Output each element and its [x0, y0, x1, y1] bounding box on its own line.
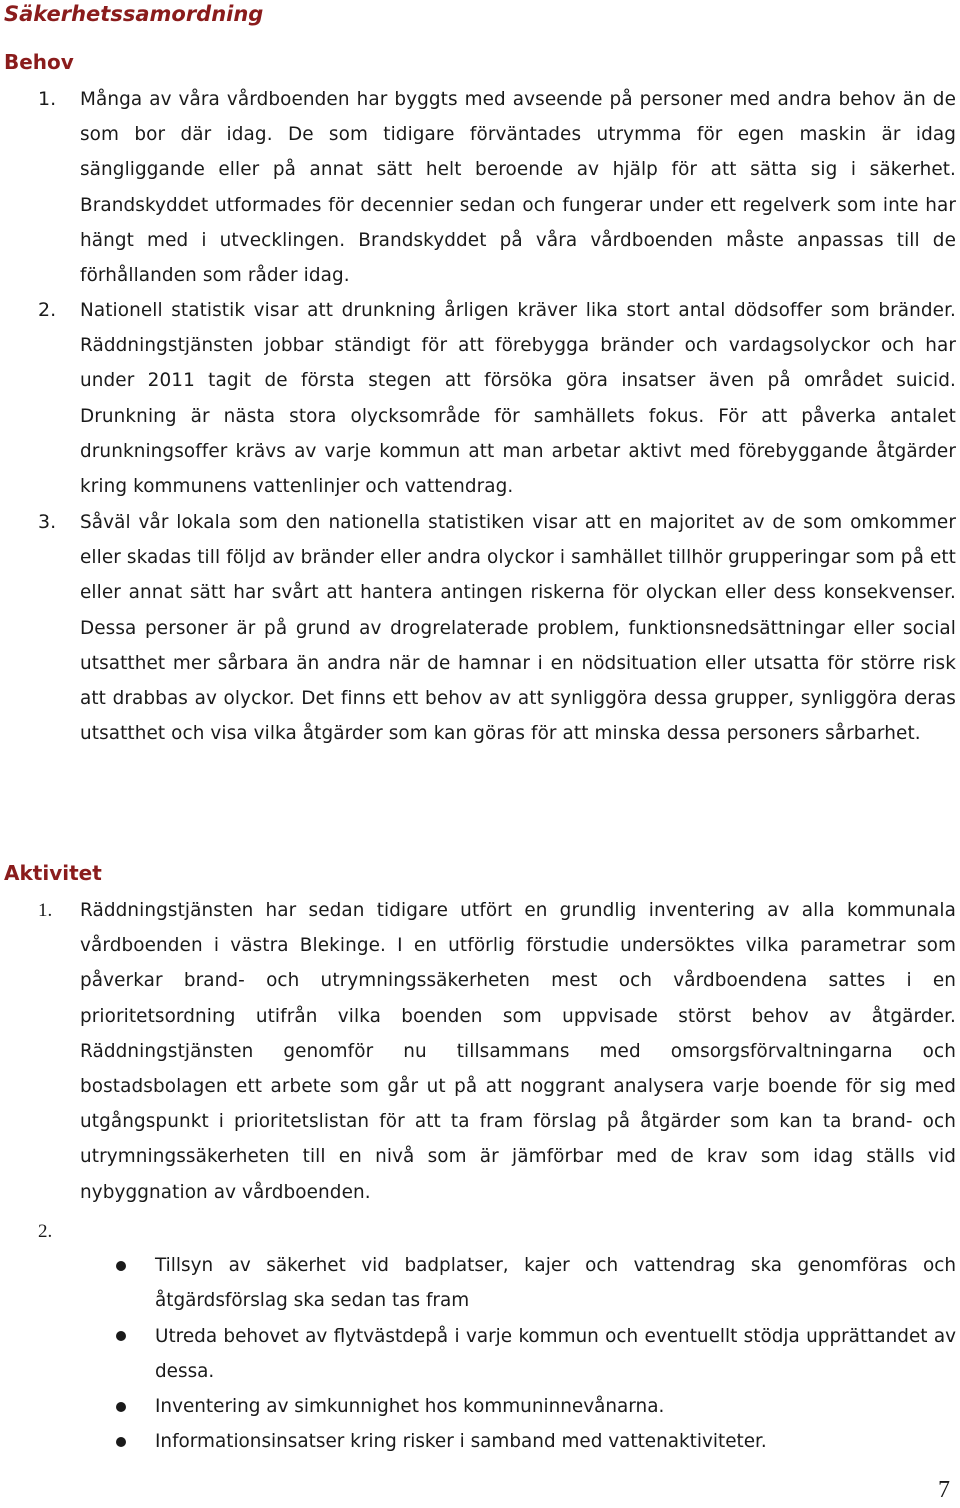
bullet-dot-2 — [116, 1331, 126, 1341]
aktivitet-item-2-number: 2. — [38, 1221, 53, 1242]
behov-item-1-text: Många av våra vårdboenden har byggts med avseende på personer med andra behov än de som bor där idag. De som tidigare förväntades utrymma för egen maskin är idag sängliggande eller på annat sätt helt beroende av hjälp för att sätta sig i säkerhet. Brandskyddet utformades för decennier sedan och fungerar under ett regelverk som inte har hängt med i utvecklingen. Brandskyddet på våra vårdboenden måste anpassas till de förhållanden som råder idag. — [80, 89, 956, 287]
aktivitet-item-1-text: Räddningstjänsten har sedan tidigare utfört en grundlig inventering av alla kommunala vårdboenden i västra Blekinge. I en utförlig förstudie undersöktes vilka parametrar som påverkar brand- och utrymningssäkerheten mest och vårdboendena sattes i en prioritetsordning utifrån vilka boenden som uppvisade störst behov av åtgärder. Räddningstjänsten genomför nu tillsammans med omsorgsförvaltningarna och bostadsbolagen ett arbete som går ut på att noggrant analysera varje boende för sig med utgångspunkt i prioritetslistan för att ta fram förslag på åtgärder som kan ta brand- och utrymningssäkerheten till en nivå som är jämförbar med de krav som idag ställs vid nybyggnation av vårdboenden. — [80, 900, 956, 1203]
page-number: 7 — [938, 1477, 950, 1503]
behov-item-3-number: 3. — [38, 511, 57, 533]
bullet-dot-3 — [116, 1402, 126, 1412]
behov-item-2-text: Nationell statistik visar att drunkning årligen kräver lika stort antal dödsoffer som bränder. Räddningstjänsten jobbar ständigt för att förebygga bränder och vardagsolyckor och har under 2011 tagit de första stegen att försöka göra insatser även på området suicid. Drunkning är nästa stora olycksområde för samhällets fokus. För att påverka antalet drunkningsoffer krävs av varje kommun att man arbetar aktivt med förebyggande åtgärder kring kommunens vattenlinjer och vattendrag. — [80, 300, 956, 498]
bullet-dot-4 — [116, 1437, 126, 1447]
behov-item-2-number: 2. — [38, 299, 57, 321]
bullet-item-2: Utreda behovet av flytvästdepå i varje kommun och eventuellt stödja upprättandet av dessa. — [155, 1326, 956, 1383]
aktivitet-item-1-number: 1. — [38, 900, 53, 921]
section-heading-aktivitet: Aktivitet — [4, 861, 102, 885]
bullet-item-4: Informationsinsatser kring risker i samband med vattenaktiviteter. — [155, 1431, 767, 1452]
behov-item-3-text: Såväl vår lokala som den nationella statistiken visar att en majoritet av de som omkommer eller skadas till följd av bränder eller andra olyckor i samhället tillhör grupperingar som på ett eller annat sätt har svårt att hantera antingen riskerna för olyckan eller dess konsekvenser. Dessa personer är på grund av drogrelaterade problem, funktionsnedsättningar eller social utsatthet mer sårbara än andra när de hamnar i en nödsituation eller utsatta för större risk att drabbas av olyckor. Det finns ett behov av att synliggöra dessa grupper, synliggöra deras utsatthet och visa vilka åtgärder som kan göras för att minska dessa personers sårbarhet. — [80, 512, 956, 745]
behov-item-1-number: 1. — [38, 88, 57, 110]
section-heading-behov: Behov — [4, 50, 74, 74]
bullet-item-3: Inventering av simkunnighet hos kommuninnevånarna. — [155, 1396, 665, 1417]
bullet-item-1: Tillsyn av säkerhet vid badplatser, kajer och vattendrag ska genomföras och åtgärdsförslag ska sedan tas fram — [155, 1255, 956, 1312]
bullet-dot-1 — [116, 1261, 126, 1271]
document-title: Säkerhetssamordning — [4, 2, 264, 26]
